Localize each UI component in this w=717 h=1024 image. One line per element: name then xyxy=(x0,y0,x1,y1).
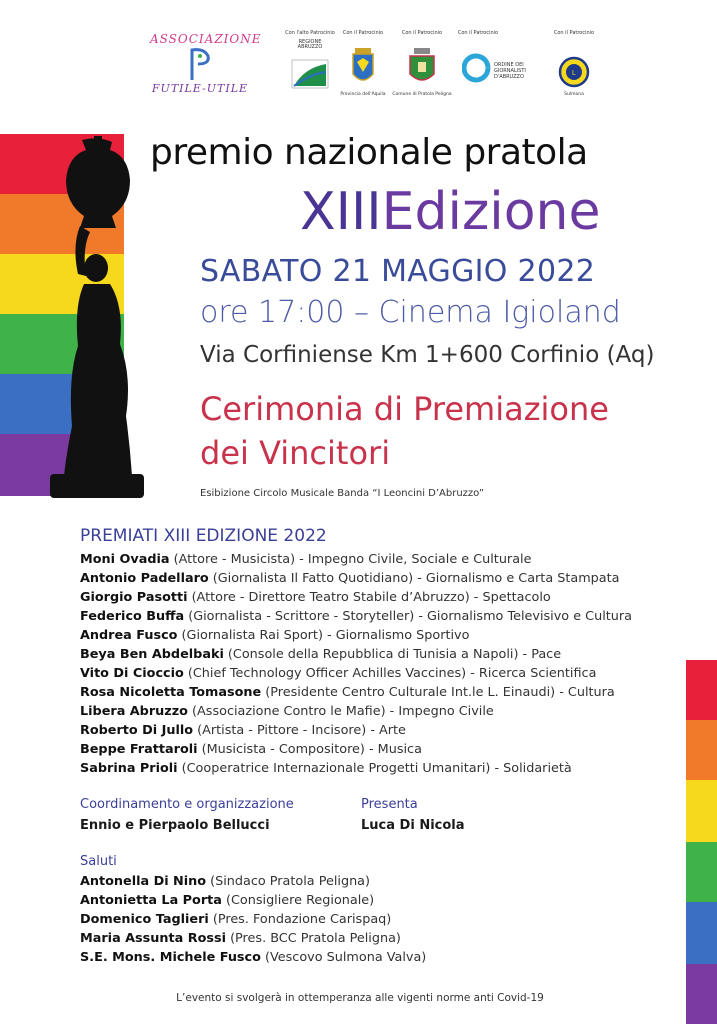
awardee-name: Beya Ben Abdelbaki xyxy=(80,647,224,662)
covid-notice: L’evento si svolgerà in ottemperanza alle vigenti norme anti Covid-19 xyxy=(176,992,544,1004)
awardee-detail: (Cooperatrice Internazionale Progetti Umanitari) - Solidarietà xyxy=(177,761,572,776)
list-item xyxy=(80,929,600,948)
list-item xyxy=(80,948,600,967)
patron-ordine-giornalisti xyxy=(448,30,544,105)
list-item xyxy=(80,588,680,607)
list-item xyxy=(80,702,680,721)
list-item xyxy=(80,626,680,645)
exhibition-note: Esibizione Circolo Musicale Banda “I Leoncini D’Abruzzo” xyxy=(200,488,485,499)
awardee-detail: (Associazione Contro le Mafie) - Impegno Civile xyxy=(187,704,494,719)
awardee-detail: (Console della Repubblica di Tunisia a Napoli) - Pace xyxy=(223,647,562,662)
ordine-giornalisti-logo-icon xyxy=(462,46,492,90)
provincia-aquila-crest-icon xyxy=(343,46,383,90)
greeter-name: S.E. Mons. Michele Fusco xyxy=(80,950,261,965)
patron-caption: Con il Patrocinio xyxy=(457,30,499,36)
patron-lions-club xyxy=(544,30,604,105)
list-item xyxy=(80,664,680,683)
presenter-heading: Presenta xyxy=(361,797,418,812)
awardee-detail: (Artista - Pittore - Incisore) - Arte xyxy=(193,723,406,738)
event-date: SABATO 21 MAGGIO 2022 xyxy=(200,254,596,289)
list-item xyxy=(80,683,680,702)
edition-word: Edizione xyxy=(381,182,601,242)
stripe-orange xyxy=(686,720,717,780)
awardee-name: Roberto Di Jullo xyxy=(80,723,194,738)
awardee-name: Sabrina Prioli xyxy=(80,761,178,776)
coordination-heading: Coordinamento e organizzazione xyxy=(80,797,294,812)
svg-text:L: L xyxy=(572,70,576,77)
awardee-name: Beppe Frattaroli xyxy=(80,742,198,757)
ceremony-line-1: Cerimonia di Premiazione xyxy=(200,390,609,428)
association-name-top: ASSOCIAZIONE xyxy=(150,32,262,46)
awardee-detail: (Giornalista Il Fatto Quotidiano) - Giornalismo e Carta Stampata xyxy=(208,571,620,586)
list-item xyxy=(80,910,600,929)
patron-caption: Con il Patrocinio xyxy=(401,30,443,36)
stripe-purple xyxy=(686,964,717,1024)
stripe-blue xyxy=(686,902,717,964)
patron-subtitle: Provincia dell'Aquila xyxy=(340,92,386,97)
awardee-name: Vito Di Cioccio xyxy=(80,666,184,681)
awardee-name: Libera Abruzzo xyxy=(80,704,188,719)
stripe-yellow xyxy=(686,780,717,842)
coordination-names: Ennio e Pierpaolo Bellucci xyxy=(80,818,270,833)
awardee-name: Federico Buffa xyxy=(80,609,185,624)
list-item xyxy=(80,740,680,759)
greeter-name: Antonietta La Porta xyxy=(80,893,222,908)
edition-title xyxy=(300,182,680,242)
rainbow-stripes-right xyxy=(686,660,717,1024)
edition-number: XIII xyxy=(300,182,382,242)
awardee-detail: (Musicista - Compositore) - Musica xyxy=(197,742,422,757)
patron-caption: Con il Patrocinio xyxy=(342,30,384,36)
event-address: Via Corfiniense Km 1+600 Corfinio (Aq) xyxy=(200,342,655,368)
event-time-place: ore 17:00 – Cinema Igioland xyxy=(200,295,621,330)
lions-club-logo-icon xyxy=(554,46,594,90)
list-item xyxy=(80,891,600,910)
awardee-detail: (Giornalista Rai Sport) - Giornalismo Sportivo xyxy=(177,628,470,643)
association-name-bottom: FUTILE-UTILE xyxy=(151,82,249,95)
awards-heading: PREMIATI XIII EDIZIONE 2022 xyxy=(80,526,327,546)
patron-subtitle: REGIONE ABRUZZO xyxy=(297,39,323,50)
greeter-name: Domenico Taglieri xyxy=(80,912,209,927)
association-logo xyxy=(150,30,262,100)
patron-subtitle: Sulmona xyxy=(564,92,584,97)
greeter-name: Maria Assunta Rossi xyxy=(80,931,226,946)
awardee-detail: (Chief Technology Officer Achilles Vaccines) - Ricerca Scientifica xyxy=(183,666,597,681)
patron-caption: Con il Patrocinio xyxy=(553,30,595,36)
awardee-name: Antonio Padellaro xyxy=(80,571,209,586)
list-item xyxy=(80,721,680,740)
list-item xyxy=(80,645,680,664)
awardee-name: Andrea Fusco xyxy=(80,628,178,643)
list-item xyxy=(80,550,680,569)
greetings-heading: Saluti xyxy=(80,854,117,869)
patron-subtitle: Comune di Pratola Peligna xyxy=(392,92,452,97)
regione-abruzzo-logo-icon xyxy=(290,46,330,90)
greeter-detail: (Consigliere Regionale) xyxy=(221,893,375,908)
greetings-list xyxy=(80,872,600,967)
list-item xyxy=(80,569,680,588)
patron-caption: Con l'alto Patrocinio xyxy=(285,30,335,36)
greeter-detail: (Vescovo Sulmona Valva) xyxy=(260,950,427,965)
awards-list xyxy=(80,550,680,778)
awardee-detail: (Presidente Centro Culturale Int.le L. Einaudi) - Cultura xyxy=(261,685,615,700)
association-mascot-icon xyxy=(186,46,214,82)
stripe-red xyxy=(686,660,717,720)
patron-subtitle: ORDINE DEI GIORNALISTI D'ABRUZZO xyxy=(494,62,526,80)
patron-comune-pratola xyxy=(392,30,452,105)
stripe-green xyxy=(686,842,717,902)
awardee-detail: (Giornalista - Scrittore - Storyteller) - Giornalismo Televisivo e Cultura xyxy=(184,609,632,624)
awardee-name: Rosa Nicoletta Tomasone xyxy=(80,685,262,700)
patron-provincia-aquila xyxy=(333,30,393,105)
patron-regione-abruzzo xyxy=(280,30,340,105)
list-item xyxy=(80,759,680,778)
list-item xyxy=(80,607,680,626)
awardee-name: Moni Ovadia xyxy=(80,552,170,567)
greeter-detail: (Pres. BCC Pratola Peligna) xyxy=(226,931,401,946)
greeter-detail: (Sindaco Pratola Peligna) xyxy=(206,874,371,889)
event-title: premio nazionale pratola xyxy=(150,132,588,173)
greeter-name: Antonella Di Nino xyxy=(80,874,207,889)
awardee-detail: (Attore - Direttore Teatro Stabile d’Abruzzo) - Spettacolo xyxy=(187,590,551,605)
greeter-detail: (Pres. Fondazione Carispaq) xyxy=(208,912,392,927)
ceremony-line-2: dei Vincitori xyxy=(200,434,391,472)
awardee-detail: (Attore - Musicista) - Impegno Civile, Sociale e Culturale xyxy=(169,552,532,567)
list-item xyxy=(80,872,600,891)
statue-silhouette-icon xyxy=(20,136,180,498)
comune-pratola-crest-icon xyxy=(402,46,442,90)
awardee-name: Giorgio Pasotti xyxy=(80,590,188,605)
presenter-name: Luca Di Nicola xyxy=(361,818,465,833)
